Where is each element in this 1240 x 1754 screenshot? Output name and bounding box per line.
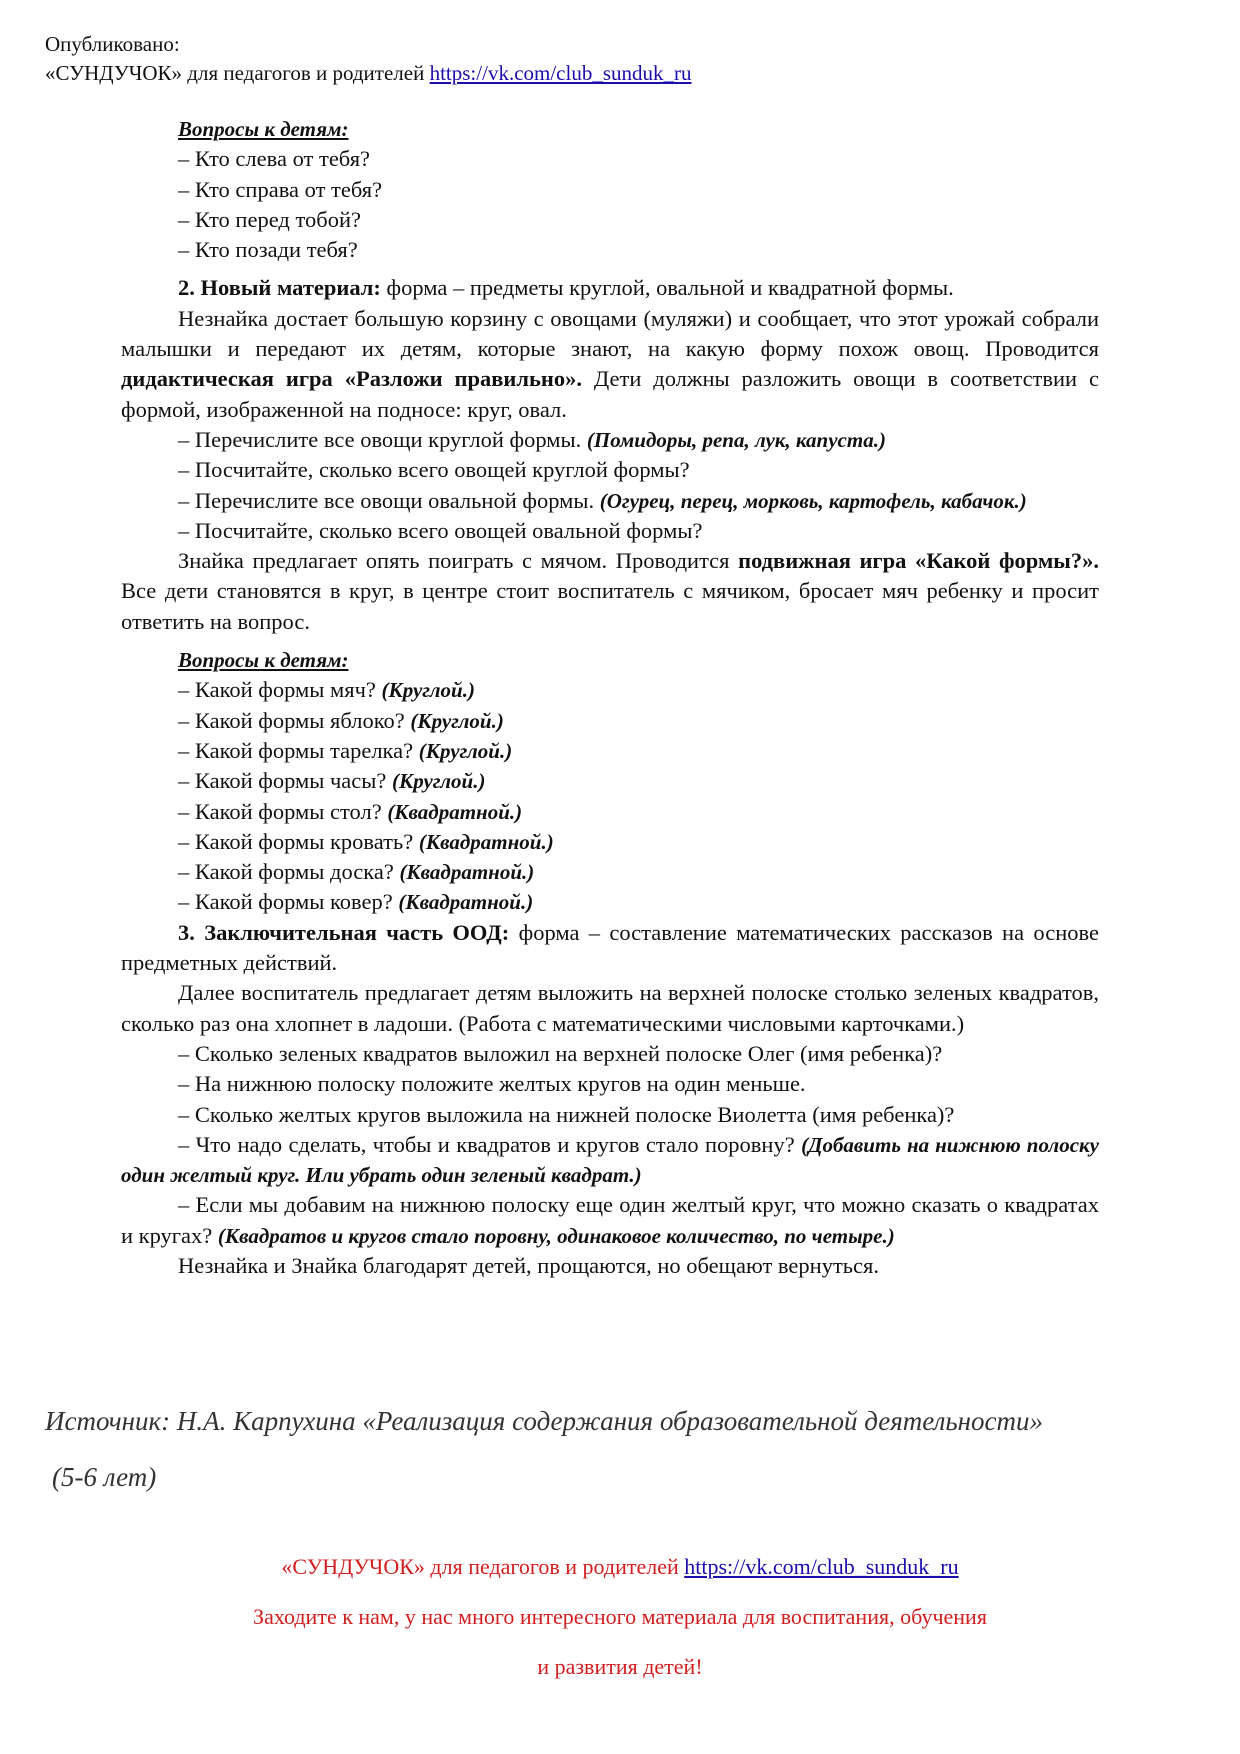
list-item: – Кто позади тебя? — [178, 237, 358, 263]
list-item: – Какой формы мяч? (Круглой.) — [178, 677, 475, 703]
list-item: – Кто справа от тебя? — [178, 176, 383, 202]
list-item: – Какой формы ковер? (Квадратной.) — [178, 889, 534, 915]
list-item: – Какой формы тарелка? (Круглой.) — [178, 737, 513, 763]
closing-line: Незнайка и Знайка благодарят детей, прощаются, но обещают вернуться. — [178, 1252, 880, 1278]
document-body — [121, 114, 1099, 1281]
footer-club-link[interactable]: https://vk.com/club_sunduk_ru — [684, 1554, 959, 1579]
list-item: – Перечислите все овощи круглой формы. (Помидоры, репа, лук, капуста.) — [178, 426, 886, 452]
footer-club-line — [0, 1554, 1240, 1580]
list-item: – Какой формы стол? (Квадратной.) — [178, 798, 523, 824]
questions-heading: Вопросы к детям: — [178, 117, 349, 141]
club-name: «СУНДУЧОК» для педагогов и родителей — [45, 61, 425, 85]
footer-invite-end: и развития детей! — [537, 1654, 703, 1679]
footer-invite: Заходите к нам, у нас много интересного материала для воспитания, обучения — [253, 1604, 987, 1629]
list-item: – Какой формы яблоко? (Круглой.) — [178, 707, 504, 733]
list-item: – Какой формы часы? (Круглой.) — [178, 768, 486, 794]
source-citation: Источник: Н.А. Карпухина «Реализация содержания образовательной деятельности» — [45, 1406, 1044, 1436]
list-item: – Сколько зеленых квадратов выложил на верхней полоске Олег (имя ребенка)? — [178, 1040, 943, 1066]
list-item: – Перечислите все овощи овальной формы. (Огурец, перец, морковь, картофель, кабачок.) — [178, 487, 1027, 513]
club-line — [45, 59, 692, 88]
list-item: – Кто слева от тебя? — [178, 146, 371, 172]
section-3-title: 3. Заключительная часть ООД: форма – составление математических рассказов на основе предметных действий. — [121, 919, 1099, 976]
section-2-title: 2. Новый материал: форма – предметы круглой, овальной и квадратной формы. — [178, 275, 954, 301]
list-item: – Кто перед тобой? — [178, 206, 361, 232]
game-paragraph: Знайка предлагает опять поиграть с мячом. Проводится подвижная игра «Какой формы?». Все дети становятся в круг, в центре стоит воспитатель с мячиком, бросает мяч ребенку и просит ответить на вопрос. — [121, 548, 1099, 634]
list-item: – Какой формы кровать? (Квадратной.) — [178, 828, 554, 854]
list-item: – Если мы добавим на нижнюю полоску еще один желтый круг, что можно сказать о квадратах и кругах? (Квадратов и кругов стало поровну, одинаковое количество, по четыре.) — [121, 1192, 1099, 1248]
list-item: – Какой формы доска? (Квадратной.) — [178, 859, 535, 885]
section-2-paragraph: Незнайка достает большую корзину с овощами (муляжи) и сообщает, что этот урожай собрали малышки и передают их детям, которые знают, на какую форму похож овощ. Проводится дидактическая игра «Разложи правильно». Дети должны разложить овощи в соответствии с формой, изображенной на подносе: круг, овал. — [121, 305, 1099, 422]
source-age: (5-6 лет) — [52, 1462, 157, 1492]
footer-club-name: «СУНДУЧОК» для педагогов и родителей — [281, 1554, 679, 1579]
list-item: – Посчитайте, сколько всего овощей круглой формы? — [178, 457, 690, 483]
list-item: – Что надо сделать, чтобы и квадратов и кругов стало поровну? (Добавить на нижнюю полоску один желтый круг. Или убрать один зеленый квадрат.) — [121, 1131, 1099, 1188]
list-item: – Сколько желтых кругов выложила на нижней полоске Виолетта (имя ребенка)? — [178, 1101, 955, 1127]
published-header — [45, 30, 692, 88]
published-label: Опубликовано: — [45, 32, 180, 56]
list-item: – На нижнюю полоску положите желтых кругов на один меньше. — [178, 1071, 806, 1097]
list-item: – Посчитайте, сколько всего овощей овальной формы? — [178, 517, 703, 543]
section-3-paragraph: Далее воспитатель предлагает детям выложить на верхней полоске столько зеленых квадратов, сколько раз она хлопнет в ладоши. (Работа с математическими числовыми карточками.) — [121, 980, 1099, 1036]
club-link[interactable]: https://vk.com/club_sunduk_ru — [429, 61, 692, 85]
questions-heading: Вопросы к детям: — [178, 648, 349, 673]
